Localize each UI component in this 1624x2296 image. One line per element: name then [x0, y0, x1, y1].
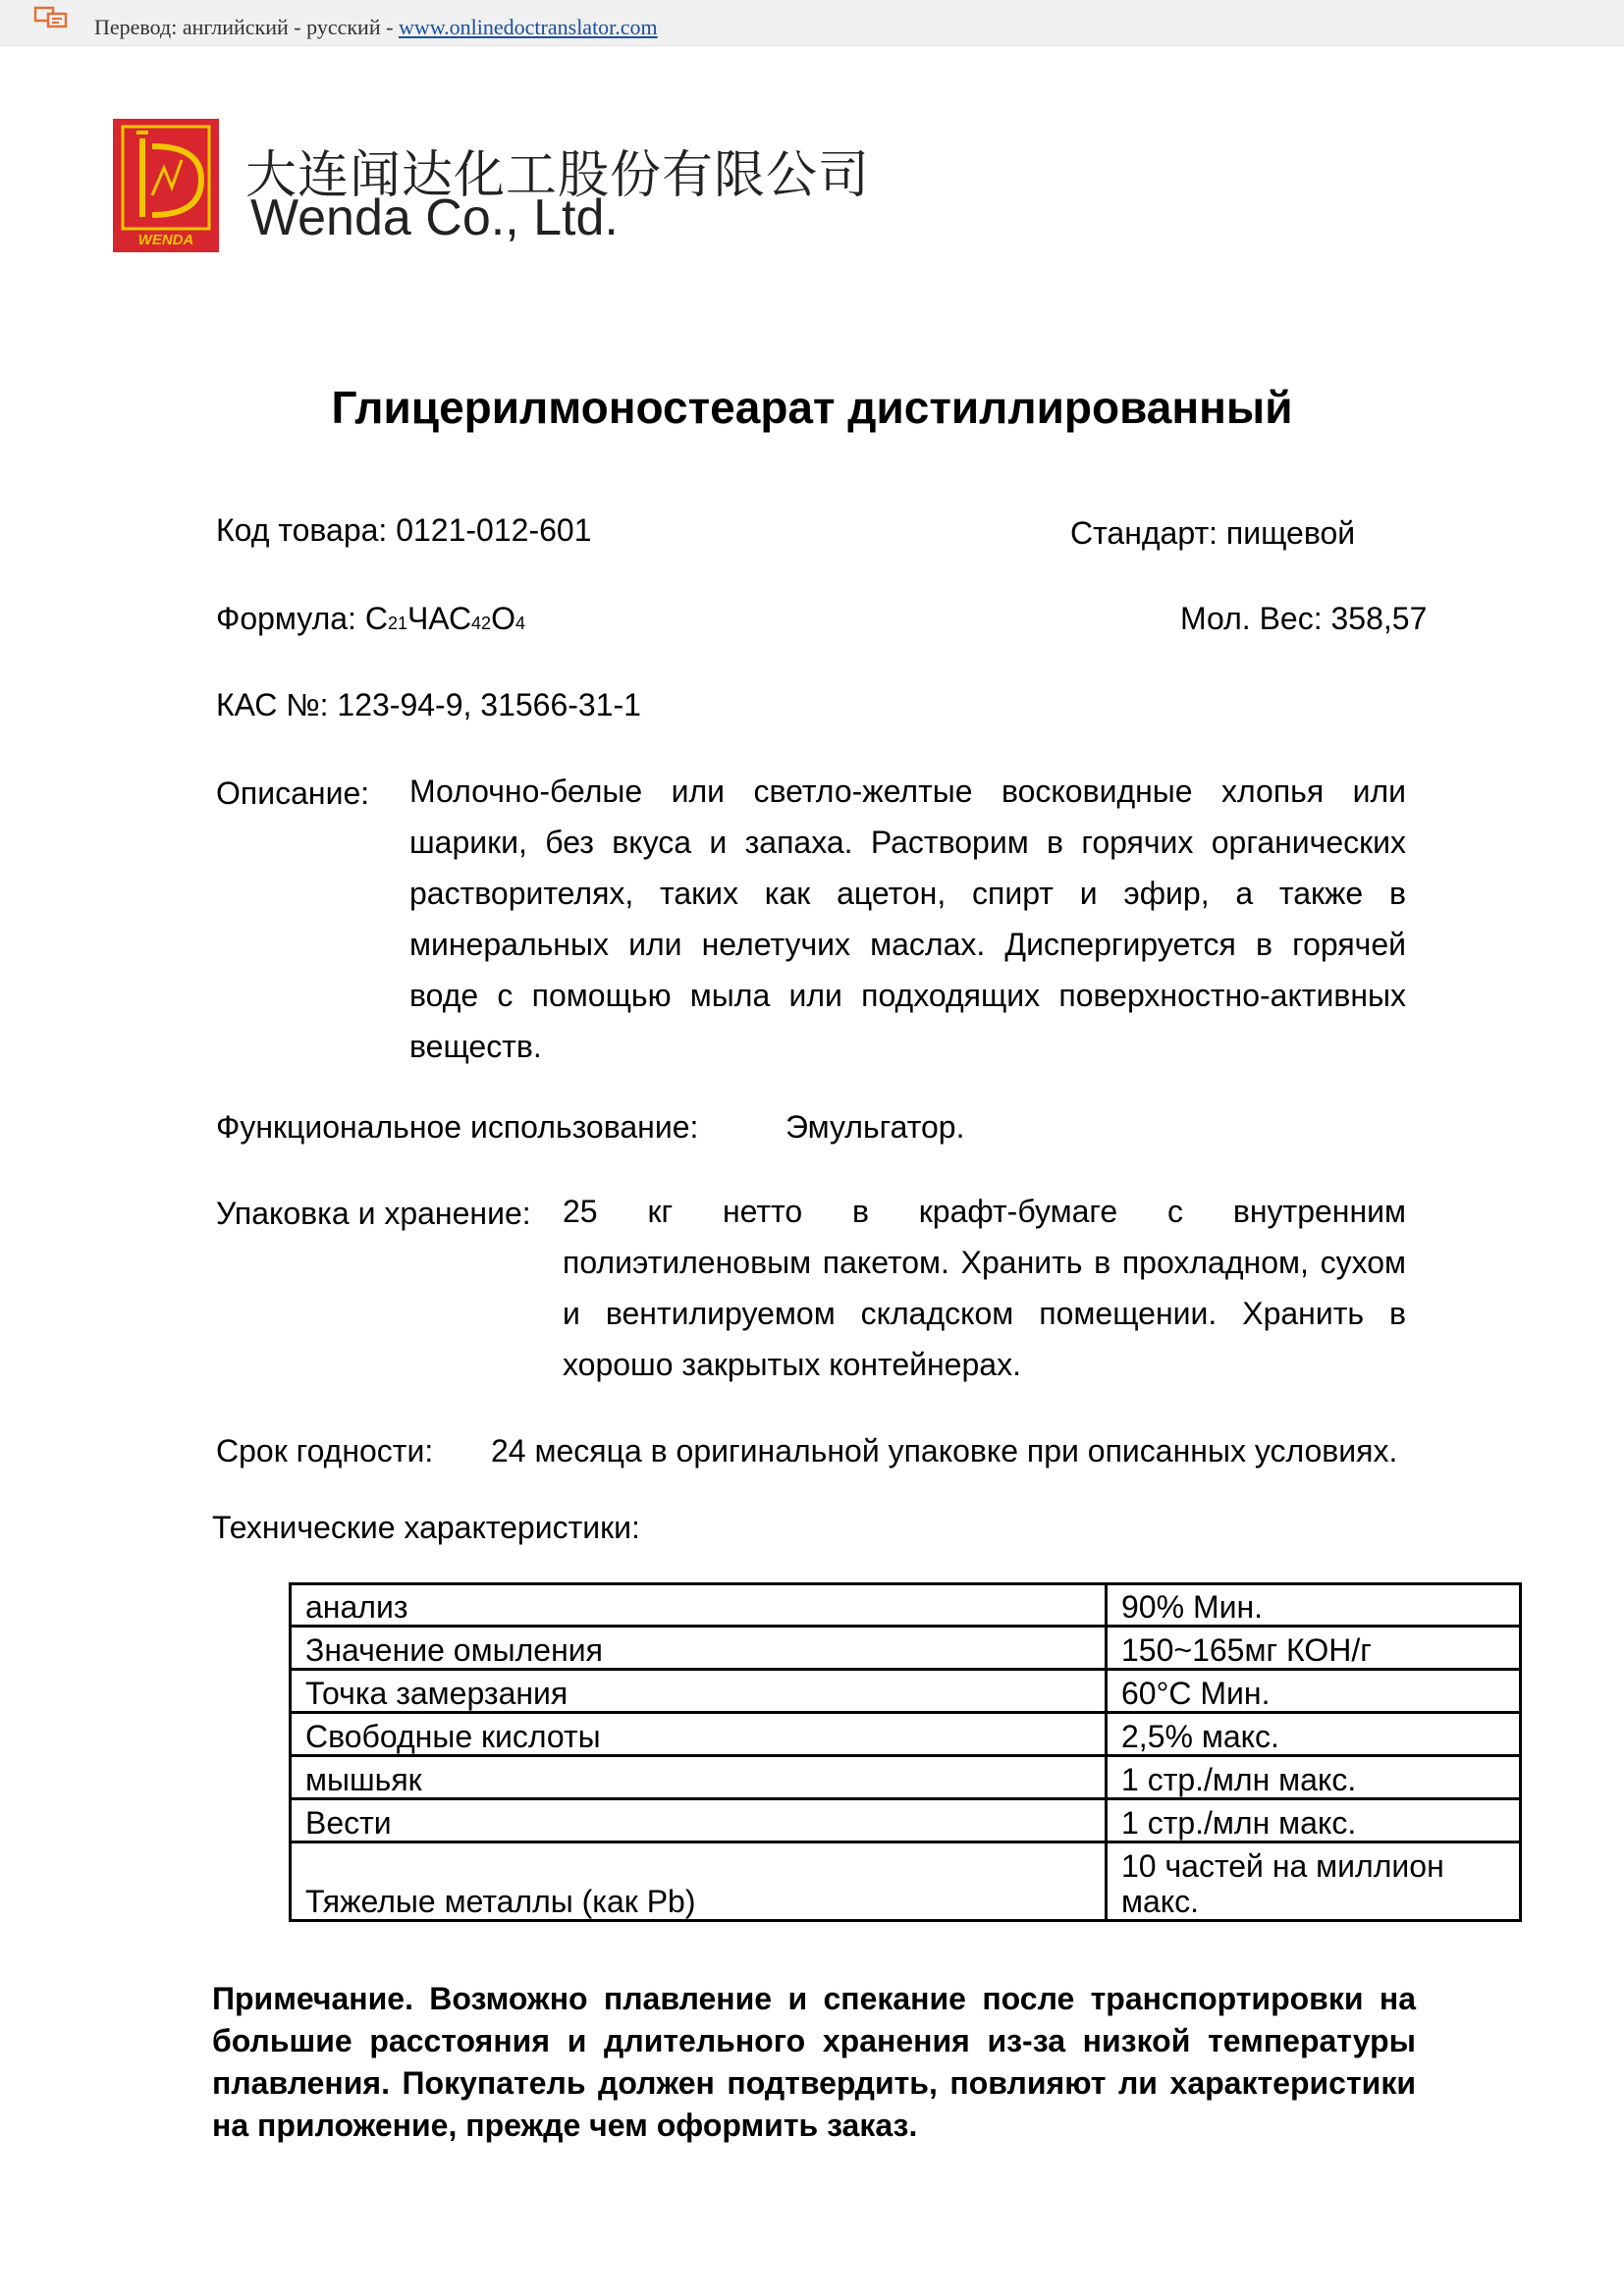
cas-number: КАС №: 123-94-9, 31566-31-1 [216, 687, 641, 722]
functional-use-value: Эмульгатор. [785, 1109, 965, 1145]
page-title: Глицерилмоностеарат дистиллированный [331, 382, 1293, 433]
table-row [291, 1713, 1521, 1756]
product-code: Код товара: 0121-012-601 [216, 512, 592, 548]
spec-value: 10 частей на миллион макс. [1107, 1842, 1521, 1921]
table-row [291, 1756, 1521, 1799]
spec-name: Значение омыления [291, 1627, 1107, 1670]
molecular-weight: Мол. Вес: 358,57 [1180, 601, 1428, 636]
spec-value: 60°C Мин. [1107, 1670, 1521, 1713]
standard: Стандарт: пищевой [1070, 515, 1356, 551]
shelf-life-label: Срок годности: [216, 1433, 434, 1468]
description-text: Молочно-белые или светло-желтые восковидные хлопья или шарики, без вкуса и запаха. Растворим в горячих органических растворителях, таких как ацетон, спирт и эфир, а также в минеральных или нелетучих маслах. Диспергируется в горячей воде с помощью мыла или подходящих поверхностно-активных веществ. [409, 774, 1406, 1064]
table-row [291, 1842, 1521, 1921]
specifications-heading: Технические характеристики: [212, 1510, 640, 1545]
translator-bar [0, 0, 1624, 46]
spec-name: Вести [291, 1799, 1107, 1842]
formula: Формула: С21ЧАС42О4 [216, 601, 525, 636]
table-row [291, 1584, 1521, 1627]
translator-label: Перевод: английский - русский - www.onlinedoctranslator.com [94, 15, 658, 39]
spec-name: Точка замерзания [291, 1670, 1107, 1713]
table-row [291, 1627, 1521, 1670]
packaging-block [216, 1186, 1406, 1390]
packaging-label: Упаковка и хранение: [216, 1196, 531, 1231]
functional-use-label: Функциональное использование: [216, 1109, 699, 1145]
spec-name: мышьяк [291, 1756, 1107, 1799]
spec-name: Свободные кислоты [291, 1713, 1107, 1756]
specifications-table [289, 1582, 1522, 1922]
logo-text: WENDA [137, 232, 194, 248]
note: Примечание. Возможно плавление и спекание после транспортировки на большие расстояния и длительного хранения из-за низкой температуры плавления. Покупатель должен подтвердить, повлияют ли характеристики на приложение, прежде чем оформить заказ. [212, 1981, 1416, 2143]
spec-value: 1 стр./млн макс. [1107, 1756, 1521, 1799]
packaging-text: 25 кг нетто в крафт-бумаге с внутренним полиэтиленовым пакетом. Хранить в прохладном, сухом и вентилируемом складском помещении. Хранить в хорошо закрытых контейнерах. [563, 1194, 1406, 1382]
company-name-english: Wenda Co., Ltd. [250, 189, 619, 246]
description-label: Описание: [216, 775, 370, 811]
translator-link[interactable]: www.onlinedoctranslator.com [398, 15, 658, 39]
table-row [291, 1670, 1521, 1713]
spec-value: 1 стр./млн макс. [1107, 1799, 1521, 1842]
spec-value: 90% Мин. [1107, 1584, 1521, 1627]
spec-name: Тяжелые металлы (как Pb) [291, 1842, 1107, 1921]
spec-value: 2,5% макс. [1107, 1713, 1521, 1756]
description-block [216, 766, 1406, 1072]
spec-value: 150~165мг КОН/г [1107, 1627, 1521, 1670]
translate-icon [32, 5, 72, 30]
table-row [291, 1799, 1521, 1842]
shelf-life-value: 24 месяца в оригинальной упаковке при описанных условиях. [491, 1433, 1398, 1468]
wenda-logo [113, 119, 219, 252]
spec-name: анализ [291, 1584, 1107, 1627]
company-name-chinese: 大连闻达化工股份有限公司 [245, 147, 871, 204]
